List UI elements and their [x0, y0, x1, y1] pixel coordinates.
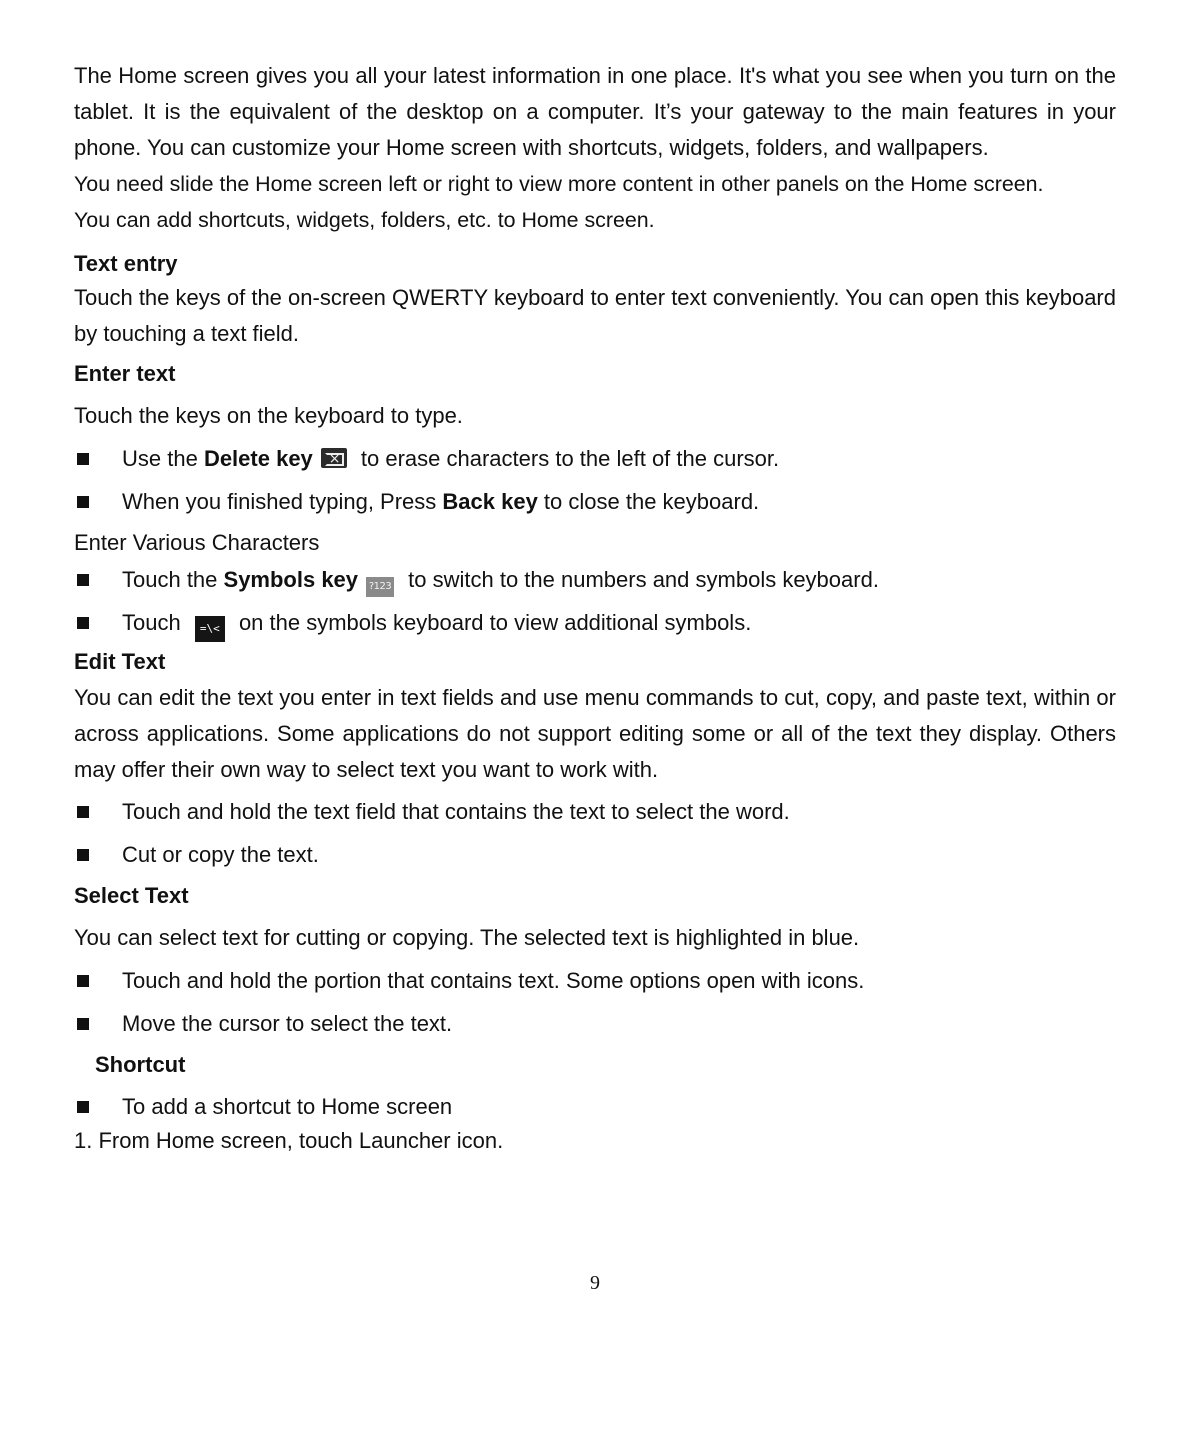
delete-key-icon: [321, 448, 347, 468]
bullet-cut-copy: Cut or copy the text.: [74, 843, 1116, 867]
heading-text-entry: Text entry: [74, 251, 178, 276]
bullet-square-icon: [77, 975, 89, 987]
bullet-touch-hold-portion: Touch and hold the portion that contains text. Some options open with icons.: [74, 969, 1116, 993]
manual-page: [74, 58, 1116, 1153]
home-screen-add-line: You can add shortcuts, widgets, folders, etc. to Home screen.: [74, 208, 655, 232]
bullet-square-icon: [77, 617, 89, 629]
select-text-paragraph: You can select text for cutting or copying. The selected text is highlighted in blue.: [74, 925, 860, 950]
heading-shortcut: Shortcut: [95, 1052, 186, 1077]
bullet-square-icon: [77, 496, 89, 508]
edit-text-paragraph: You can edit the text you enter in text fields and use menu commands to cut, copy, and paste text, within or across applications. Some applications do not support editing some or all of the text they display. Others may offer their own way to select text you want to work with.: [74, 685, 1116, 782]
bullet-square-icon: [77, 453, 89, 465]
heading-enter-various-characters: Enter Various Characters: [74, 530, 320, 555]
bullet-touch-hold-field: Touch and hold the text field that contains the text to select the word.: [74, 800, 1116, 824]
heading-select-text: Select Text: [74, 883, 189, 908]
alt-symbols-key-icon: =\<: [195, 616, 225, 642]
bullet-back-key: When you finished typing, Press Back key to close the keyboard.: [74, 490, 1116, 514]
bullet-move-cursor: Move the cursor to select the text.: [74, 1012, 1116, 1036]
text-entry-paragraph: Touch the keys of the on-screen QWERTY keyboard to enter text conveniently. You can open this keyboard by touching a text field.: [74, 285, 1116, 346]
bullet-add-shortcut: To add a shortcut to Home screen: [74, 1095, 1116, 1119]
bullet-symbols-key: Touch the Symbols key ?123 to switch to the numbers and symbols keyboard.: [74, 568, 1116, 592]
enter-text-paragraph: Touch the keys on the keyboard to type.: [74, 403, 463, 428]
shortcut-step-1: 1. From Home screen, touch Launcher icon.: [74, 1128, 504, 1153]
bullet-square-icon: [77, 574, 89, 586]
heading-enter-text: Enter text: [74, 361, 176, 386]
home-screen-paragraph: The Home screen gives you all your latest information in one place. It's what you see when you turn on the tablet. It is the equivalent of the desktop on a computer. It’s your gateway to the main features in your phone. You can customize your Home screen with shortcuts, widgets, folders, and wallpapers.: [74, 63, 1116, 160]
page-number: 9: [590, 1272, 600, 1294]
bullet-square-icon: [77, 1018, 89, 1030]
symbols-key-icon: ?123: [366, 577, 394, 597]
bullet-delete-key: Use the Delete key× to erase characters to the left of the cursor.: [74, 447, 1116, 471]
bullet-square-icon: [77, 849, 89, 861]
bullet-alt-symbols: Touch =\< on the symbols keyboard to view additional symbols.: [74, 611, 1116, 635]
delete-key-label: Delete key: [203, 446, 313, 471]
home-screen-slide-line: You need slide the Home screen left or right to view more content in other panels on the Home screen.: [74, 172, 1044, 196]
symbols-key-label: Symbols key: [223, 567, 359, 592]
bullet-square-icon: [77, 1101, 89, 1113]
bullet-square-icon: [77, 806, 89, 818]
back-key-label: Back key: [442, 489, 538, 514]
heading-edit-text: Edit Text: [74, 649, 166, 674]
